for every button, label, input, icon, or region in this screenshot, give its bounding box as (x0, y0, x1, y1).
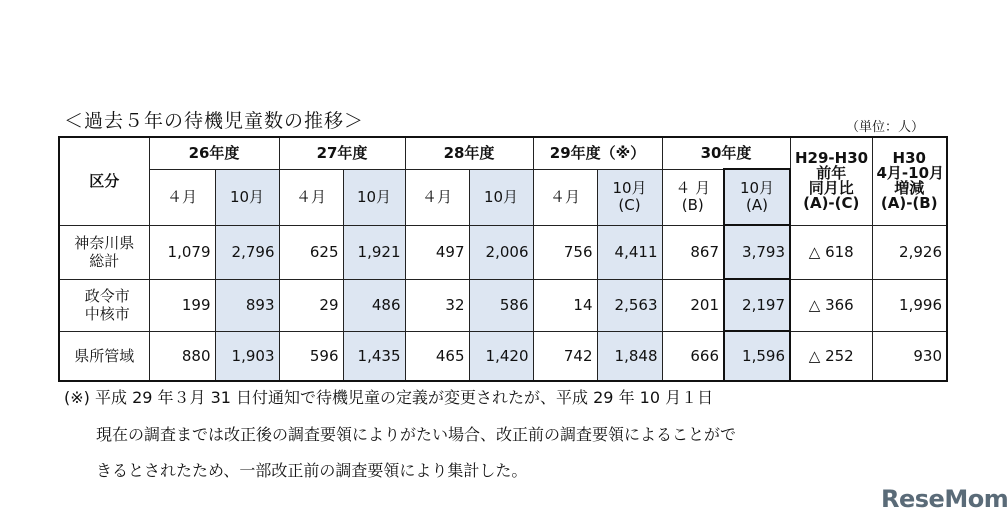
table-cell: 4,411 (597, 225, 662, 279)
table-cell: 199 (149, 279, 215, 331)
table-cell: 1,921 (343, 225, 405, 279)
table-cell: 2,796 (215, 225, 279, 279)
yoy-header-line: 前年 (816, 164, 847, 183)
table-cell: 1,903 (215, 331, 279, 381)
yoy-header-line: 同月比 (808, 179, 854, 198)
col-header-line: 10月 (229, 187, 265, 206)
col-header-line: ４月 (549, 187, 580, 206)
col-header-line: ４月 (166, 187, 197, 206)
table-cell: 1,079 (149, 225, 215, 279)
col-header (343, 169, 405, 225)
col-header (724, 169, 790, 225)
yoy-cell: △ 618 (790, 225, 872, 279)
table-cell: 32 (405, 279, 469, 331)
table-cell: 586 (469, 279, 533, 331)
col-header-line: 10月 (612, 179, 647, 197)
col-header-line: 10月 (739, 179, 775, 198)
table-cell: 625 (279, 225, 343, 279)
table-cell: 1,596 (724, 331, 790, 381)
change-header-line: (A)-(B) (880, 194, 938, 213)
col-header (215, 169, 279, 225)
year-header: 28年度 (405, 137, 533, 169)
col-header (279, 169, 343, 225)
change-header (872, 137, 947, 225)
row-label-line: 神奈川県 (74, 234, 135, 252)
year-header: 30年度 (662, 137, 790, 169)
col-header (469, 169, 533, 225)
yoy-header (790, 137, 872, 225)
col-header-line: (B) (681, 196, 704, 214)
page-title: ＜過去５年の待機児童数の推移＞ (64, 110, 365, 132)
col-header-line: 10月 (483, 187, 519, 206)
col-header-line: (C) (618, 196, 641, 214)
row-label-line: 県所管域 (74, 346, 135, 365)
row-label (59, 279, 149, 331)
yoy-cell: △ 252 (790, 331, 872, 381)
col-header-line: ４月 (421, 187, 452, 206)
table-cell: 1,848 (597, 331, 662, 381)
table-cell: 893 (215, 279, 279, 331)
table-cell: 756 (533, 225, 597, 279)
table-cell: 2,563 (597, 279, 662, 331)
yoy-cell: △ 366 (790, 279, 872, 331)
change-cell: 2,926 (872, 225, 947, 279)
table-cell: 29 (279, 279, 343, 331)
table-cell: 486 (343, 279, 405, 331)
table-cell: 465 (405, 331, 469, 381)
footnote-line: 現在の調査までは改正後の調査要領によりがたい場合、改正前の調査要領によることがで (96, 425, 737, 444)
table-cell: 1,435 (343, 331, 405, 381)
row-label-line: 中核市 (84, 305, 130, 323)
col-header (405, 169, 469, 225)
table-cell: 2,006 (469, 225, 533, 279)
table-cell: 14 (533, 279, 597, 331)
col-header (149, 169, 215, 225)
row-label-line: 政令市 (84, 287, 130, 305)
table-cell: 497 (405, 225, 469, 279)
row-label-line: 総計 (89, 252, 120, 270)
change-cell: 930 (872, 331, 947, 381)
col-header (597, 169, 662, 225)
table-cell: 201 (662, 279, 724, 331)
footnote-line: きるとされたため、一部改正前の調査要領により集計した。 (96, 461, 528, 480)
resemom-logo (881, 485, 1008, 513)
table-cell: 596 (279, 331, 343, 381)
row-label (59, 225, 149, 279)
change-header-line: 増減 (894, 179, 925, 198)
table-cell: 2,197 (724, 279, 790, 331)
col-header-line: 10月 (356, 187, 392, 206)
col-header-line: ４月 (295, 187, 326, 206)
change-header-line: 4月-10月 (876, 164, 945, 183)
year-header: 27年度 (279, 137, 405, 169)
yoy-header-line: (A)-(C) (803, 194, 860, 213)
waiting-children-table (58, 136, 948, 382)
footnote-line: (※) 平成 29 年３月 31 日付通知で待機児童の定義が変更されたが、平成 29 年 10 月１日 (64, 388, 714, 407)
change-cell: 1,996 (872, 279, 947, 331)
col-header-line: (A) (746, 196, 768, 215)
change-header-line: H30 (892, 149, 926, 168)
kubun-header: 区分 (59, 137, 149, 225)
yoy-header-line: H29-H30 (795, 149, 869, 168)
table-cell: 3,793 (724, 225, 790, 279)
table-cell: 1,420 (469, 331, 533, 381)
year-header: 29年度（※） (533, 137, 662, 169)
table-cell: 666 (662, 331, 724, 381)
unit-label: （単位：人） (846, 120, 925, 135)
year-header: 26年度 (149, 137, 279, 169)
row-label (59, 331, 149, 381)
table-cell: 867 (662, 225, 724, 279)
col-header (662, 169, 724, 225)
table-cell: 742 (533, 331, 597, 381)
table-cell: 880 (149, 331, 215, 381)
logo-text: ReseMom (881, 485, 1008, 513)
col-header-line: ４ 月 (675, 179, 711, 197)
col-header (533, 169, 597, 225)
